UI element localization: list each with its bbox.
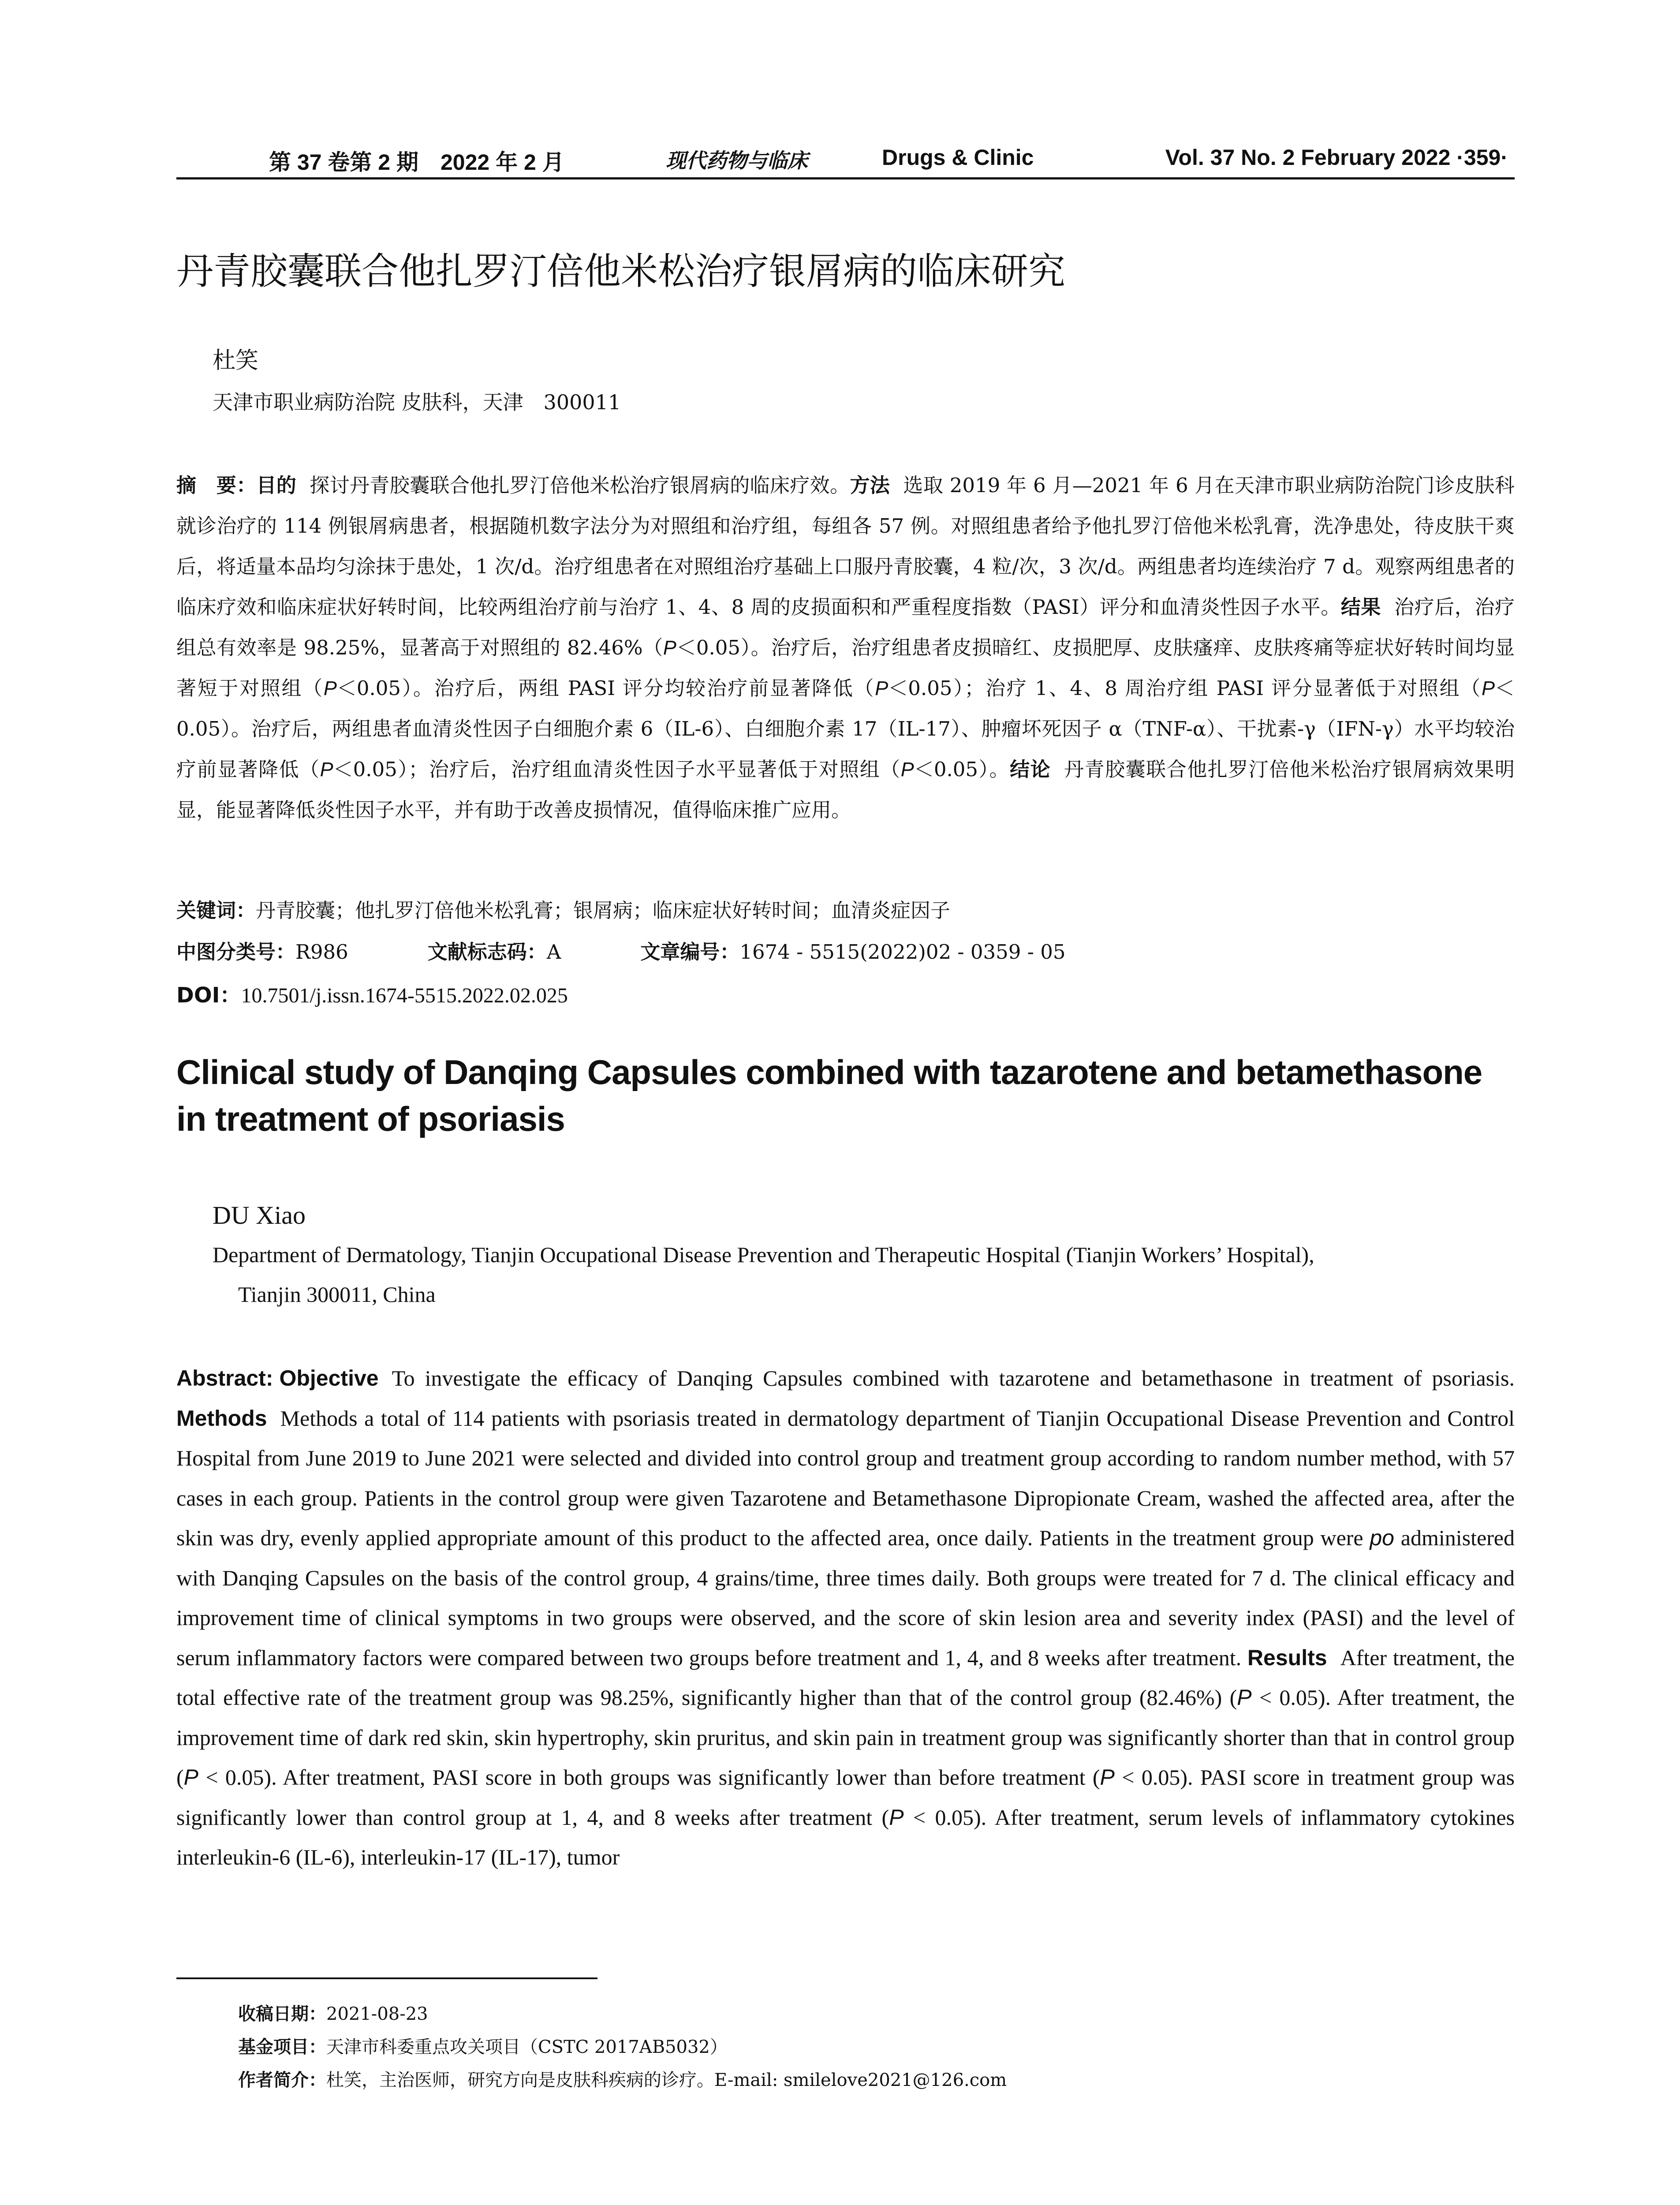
p-symbol: P (875, 677, 889, 699)
results-text-cn: ＜0.05）；治疗 1、4、8 周治疗组 PASI 评分显著低于对照组（ (888, 676, 1482, 700)
methods-text-en: Methods a total of 114 patients with psoriasis treated in dermatology department of Tianjin Occupational Disease Prevention and Control Hospital from June 2019 to June 2021 were selected and divided into control group and treatment group according to random number method, with 57 cases in each group. Patients in the control group were given Tazarotene and Betamethasone Dipropionate Cream, washed the affected area, after the skin was dry, evenly applied appropriate amount of this product to the affected area, once daily. Patients in the treatment group were (176, 1405, 1515, 1550)
author-en: DU Xiao (213, 1201, 306, 1230)
results-text-cn: ＜0.05）；治疗后，治疗组血清炎性因子水平显著低于对照组（ (333, 758, 901, 781)
author-cn: 杜笑 (213, 348, 259, 374)
p-symbol: P (1237, 1685, 1252, 1710)
po-abbrev: po (1370, 1525, 1394, 1550)
p-symbol: P (1100, 1765, 1115, 1790)
affiliation-en-line1: Department of Dermatology, Tianjin Occupational Disease Prevention and Therapeutic Hospital (Tianjin Workers’ Hospital), (213, 1242, 1314, 1267)
running-header (176, 140, 1508, 180)
bio-label: 作者简介： (238, 2070, 326, 2090)
affiliation-cn: 天津市职业病防治院 皮肤科，天津 300011 (213, 390, 621, 414)
objective-text-en: To investigate the efficacy of Danqing Capsules combined with tazarotene and betamethasone in treatment of psoriasis. (392, 1366, 1515, 1390)
volume-en: Vol. 37 No. 2 February 2022 ·359· (1165, 145, 1508, 170)
methods-label-cn: 方法 (850, 474, 890, 497)
volume-cn: 第 37 卷第 2 期 2022 年 2 月 (269, 150, 564, 175)
article-title-en: Clinical study of Danqing Capsules combined with tazarotene and betamethasone in treatment of psoriasis (176, 1053, 1482, 1138)
journal-name-cn: 现代药物与临床 (666, 149, 808, 172)
methods-text-cn: 选取 2019 年 6 月—2021 年 6 月在天津市职业病防治院门诊皮肤科就诊治疗的 114 例银屑病患者，根据随机数字法分为对照组和治疗组，每组各 57 例。对照组患者给予他扎罗汀倍他米松乳膏，洗净患处，待皮肤干爽后，将适量本品均匀涂抹于患处，1 次/d。治疗组患者在对照组治疗基础上口服丹青胶囊，4 粒/次，3 次/d。两组患者均连续治疗 7 d。观察两组患者的临床疗效和临床症状好转时间，比较两组治疗前与治疗 1、4、8 周的皮损面积和严重程度指数（PASI）评分和血清炎性因子水平。 (176, 474, 1515, 619)
classification-line (176, 936, 1515, 964)
keywords-text: 丹青胶囊；他扎罗汀倍他米松乳膏；银屑病；临床症状好转时间；血清炎症因子 (256, 899, 951, 922)
doi-line (176, 978, 1515, 1009)
results-label-cn: 结果 (1340, 595, 1381, 619)
results-text-cn: ＜0.05）。治疗后，治疗组患者皮损暗红、皮损肥厚、皮肤瘙痒、皮肤疼痛等症状好转时间均显著短于对照组（ (176, 636, 1515, 700)
doi-link[interactable]: 10.7501/j.issn.1674-5515.2022.02.025 (241, 984, 568, 1007)
conclusion-text-cn: 丹青胶囊联合他扎罗汀倍他米松治疗银屑病效果明显，能显著降低炎性因子水平，并有助于改善皮损情况，值得临床推广应用。 (176, 758, 1515, 822)
objective-text-cn: 探讨丹青胶囊联合他扎罗汀倍他米松治疗银屑病的临床疗效。 (310, 474, 850, 497)
clc-value: R986 (295, 940, 348, 964)
methods-label-en: Methods (176, 1405, 267, 1431)
results-text-cn: ＜0.05）。治疗后，两组患者血清炎性因子白细胞介素 6（IL-6）、白细胞介素 17（IL-17）、肿瘤坏死因子 α（TNF-α）、干扰素-γ（IFN-γ）水平均较治疗前显著降低（ (176, 676, 1515, 781)
results-text-en: < 0.05). After treatment, PASI score in both groups was significantly lower than before treatment ( (198, 1765, 1100, 1790)
bio-text[interactable]: 杜笑，主治医师，研究方向是皮肤科疾病的诊疗。E-mail: smilelove2021@126.com (326, 2070, 1007, 2090)
doc-code-value: A (546, 940, 561, 964)
methods-text-en: administered with Danqing Capsules on the basis of the control group, 4 grains/time, three times daily. Both groups were treated for 7 d. The clinical efficacy and improvement time of clinical symptoms in two groups were observed, and the score of skin lesion area and severity index (PASI) and the level of serum inflammatory factors were compared between two groups before treatment and 1, 4, and 8 weeks after treatment. (176, 1525, 1515, 1670)
affiliation-en-line2: Tianjin 300011, China (238, 1282, 436, 1307)
results-text-en: < 0.05). After treatment, serum levels of inflammatory cytokines interleukin-6 (IL-6), interleukin-17 (IL-17), tumor (176, 1805, 1515, 1869)
footnote-author-bio (238, 2066, 1007, 2091)
doi-label: DOI： (176, 983, 241, 1008)
journal-name-en: Drugs & Clinic (882, 145, 1034, 170)
fund-label: 基金项目： (238, 2037, 326, 2057)
clc-label: 中图分类号： (176, 940, 296, 964)
article-title-cn: 丹青胶囊联合他扎罗汀倍他米松治疗银屑病的临床研究 (176, 250, 1066, 293)
received-label: 收稿日期： (238, 2004, 326, 2024)
p-symbol: P (900, 758, 914, 781)
p-symbol: P (323, 677, 337, 699)
footnote-received (238, 2000, 428, 2025)
p-symbol: P (1481, 677, 1495, 699)
article-number-value: 1674 - 5515(2022)02 - 0359 - 05 (739, 940, 1066, 964)
results-text-en: < 0.05). PASI score in treatment group was significantly lower than control group at 1, 4, and 8 weeks after treatment ( (176, 1765, 1515, 1830)
keywords-line (176, 894, 1515, 923)
keywords-label: 关键词： (176, 899, 256, 922)
results-text-cn: 治疗后，治疗组总有效率是 98.25%，显著高于对照组的 82.46%（ (176, 595, 1515, 659)
header-rule (176, 177, 1515, 179)
footnote-rule (176, 1977, 597, 1979)
results-text-cn: ＜0.05）。 (914, 758, 1010, 781)
abstract-cn (176, 465, 1515, 830)
results-label-en: Results (1247, 1645, 1327, 1670)
p-symbol: P (320, 758, 333, 781)
objective-label-en: Objective (279, 1366, 379, 1390)
article-number-label: 文章编号： (640, 940, 740, 964)
abstract-label-cn: 摘 要： (176, 474, 257, 497)
p-symbol: P (889, 1805, 904, 1830)
objective-label-cn: 目的 (256, 474, 297, 497)
doc-code-label: 文献标志码： (427, 940, 547, 964)
fund-text: 天津市科委重点攻关项目（CSTC 2017AB5032） (326, 2037, 728, 2057)
conclusion-label-cn: 结论 (1010, 758, 1051, 781)
received-date: 2021-08-23 (326, 2004, 428, 2024)
p-symbol: P (663, 636, 676, 659)
results-text-cn: ＜0.05）。治疗后，两组 PASI 评分均较治疗前显著降低（ (336, 676, 875, 700)
abstract-en (176, 1358, 1515, 1877)
results-text-en: < 0.05). After treatment, the improvement time of dark red skin, skin hypertrophy, skin pruritus, and skin pain in treatment group was significantly shorter than that in control group ( (176, 1685, 1515, 1790)
affiliation-en (213, 1235, 1518, 1314)
abstract-label-en: Abstract: (176, 1366, 273, 1390)
results-text-en: After treatment, the total effective rate of the treatment group was 98.25%, significantly higher than that of the control group (82.46%) ( (176, 1645, 1515, 1710)
p-symbol: P (183, 1765, 199, 1790)
footnote-fund (238, 2033, 728, 2058)
